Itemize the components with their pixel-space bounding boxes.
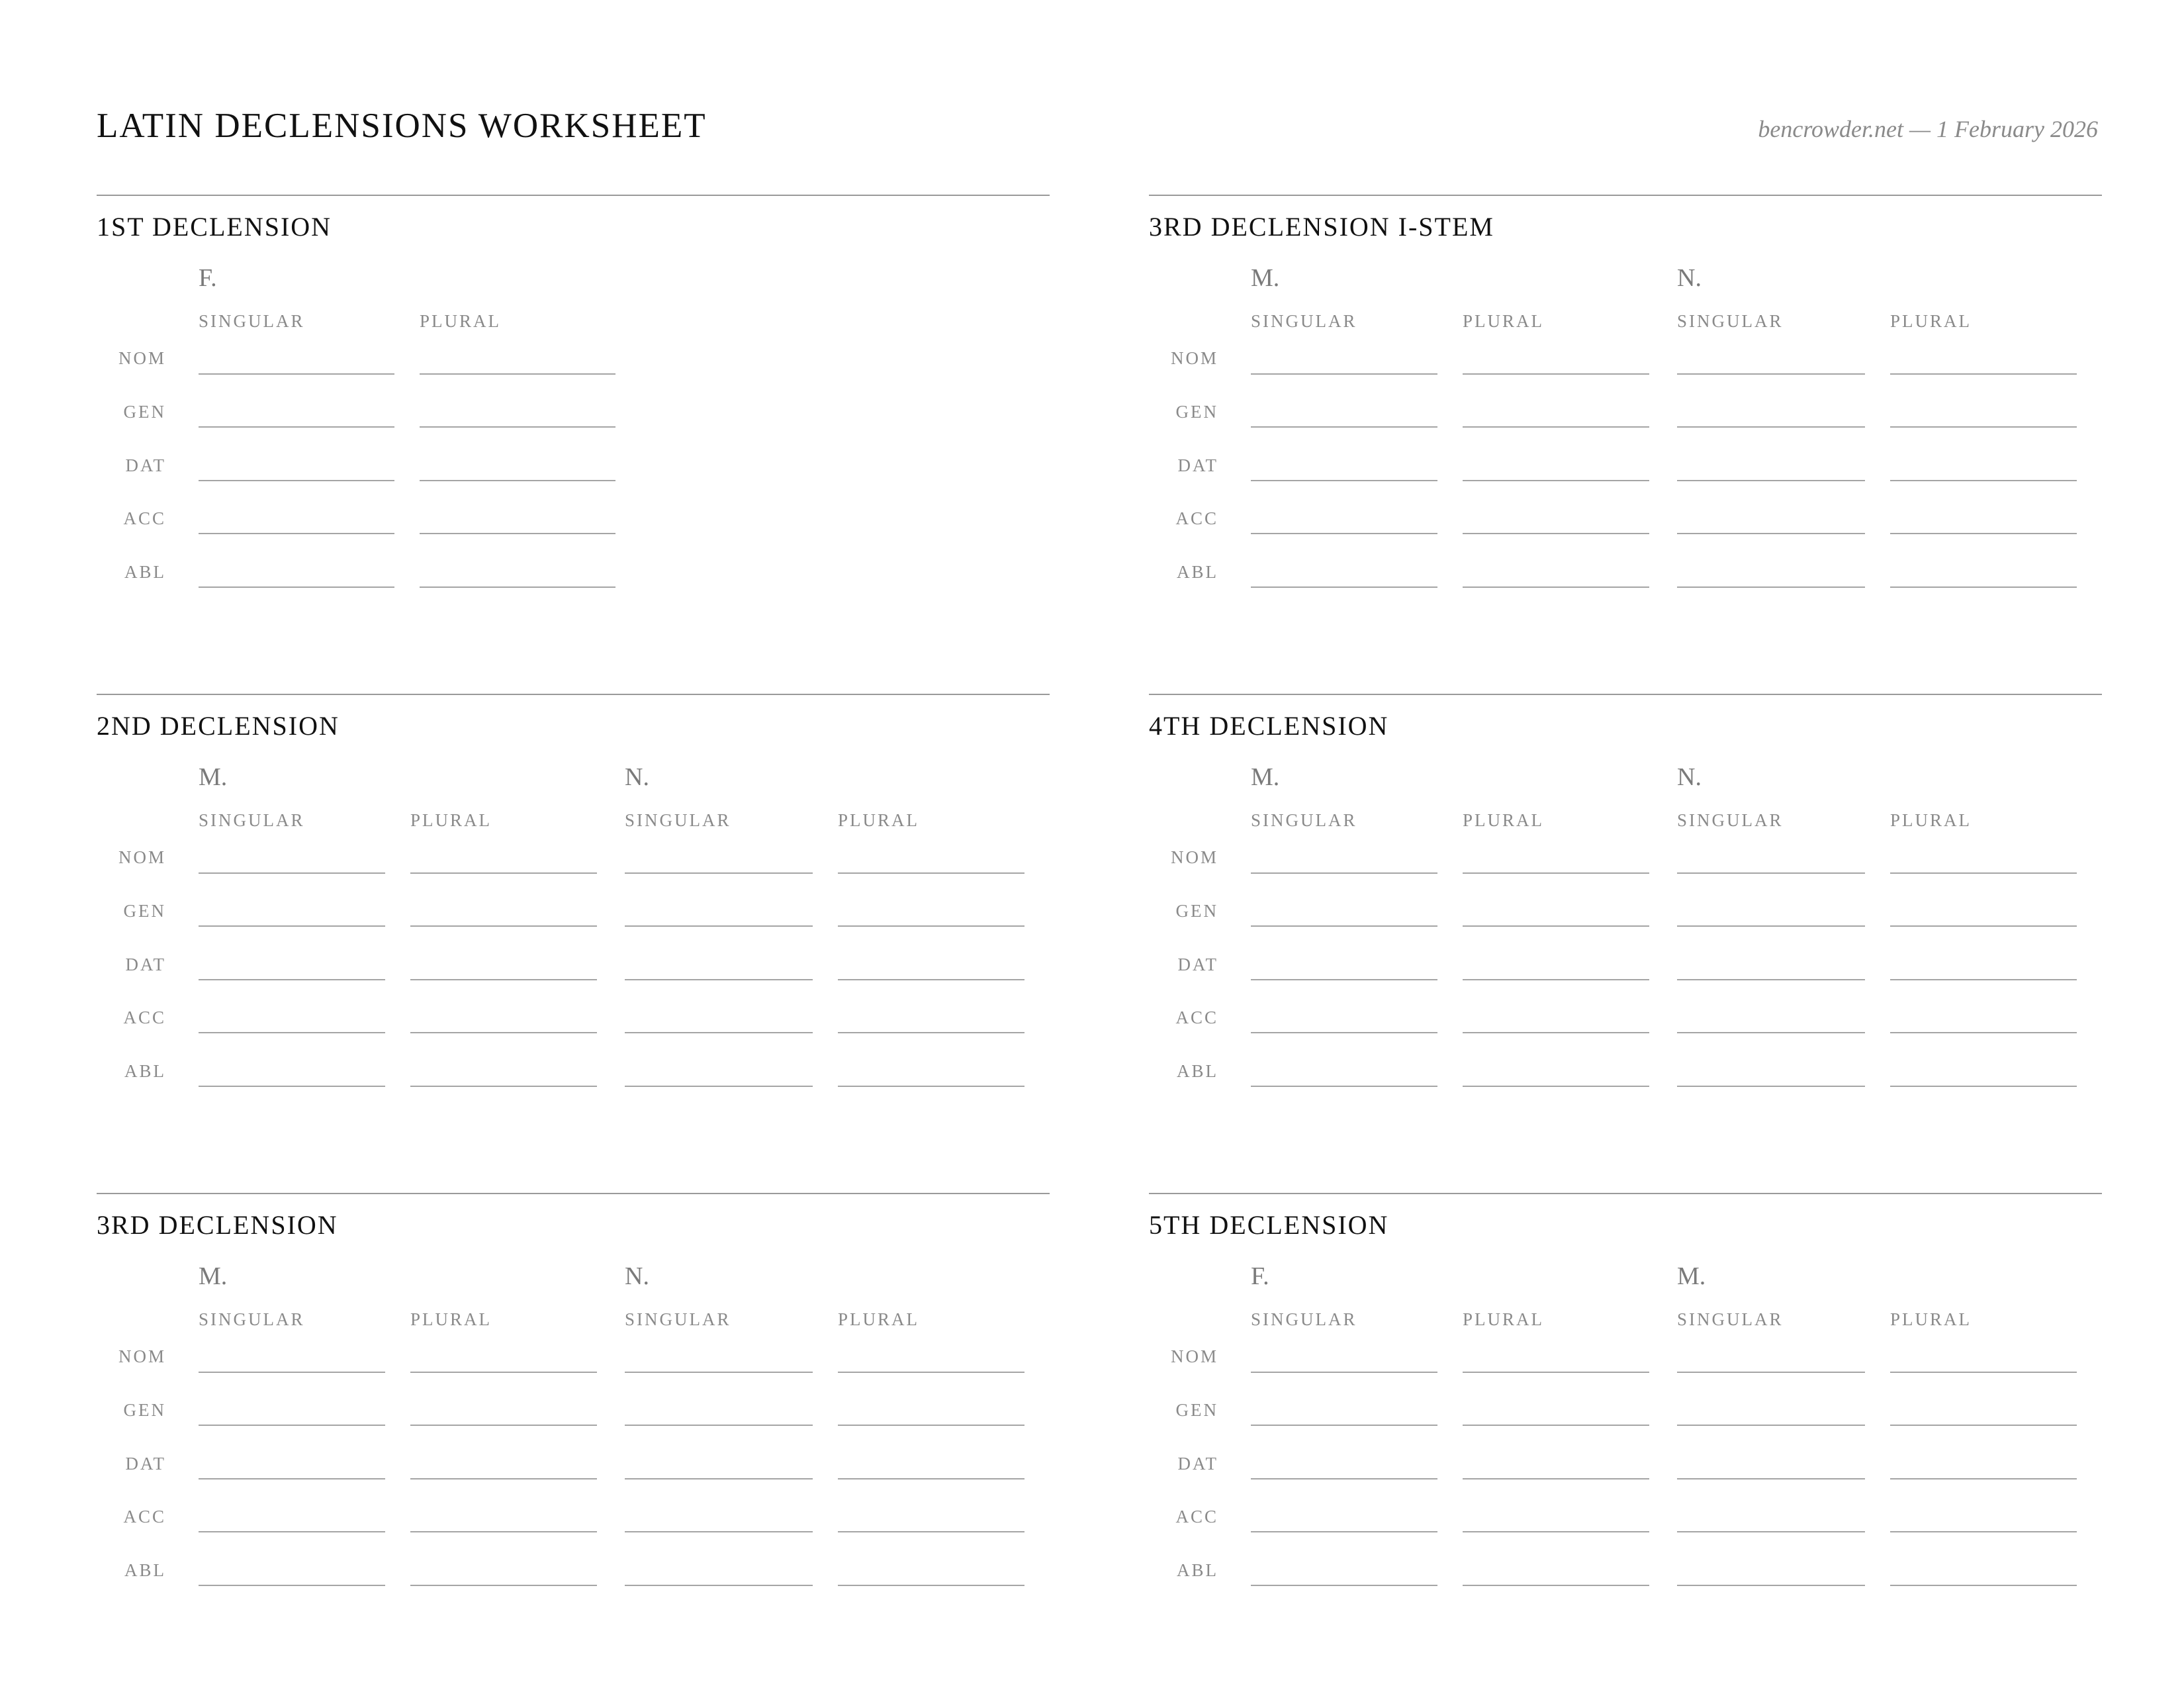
answer-blank-acc[interactable] (625, 1531, 813, 1532)
answer-blank-gen[interactable] (1677, 925, 1865, 927)
answer-blank-abl[interactable] (838, 1585, 1024, 1586)
column-header-plural: PLURAL (410, 810, 492, 830)
column-header-plural: PLURAL (1463, 1309, 1545, 1329)
section-divider (97, 195, 1050, 196)
answer-blank-acc[interactable] (1677, 1032, 1865, 1033)
column-header-singular: SINGULAR (1677, 1309, 1784, 1329)
case-label-nom: NOM (118, 1346, 166, 1366)
answer-blank-gen[interactable] (410, 1425, 597, 1426)
case-label-nom: NOM (118, 847, 166, 867)
answer-blank-acc[interactable] (410, 1032, 597, 1033)
answer-blank-acc[interactable] (1890, 1032, 2077, 1033)
case-label-dat: DAT (1177, 1454, 1218, 1474)
answer-blank-nom[interactable] (625, 1372, 813, 1373)
column-header-singular: SINGULAR (199, 810, 305, 830)
column-header-plural: PLURAL (838, 1309, 920, 1329)
case-label-abl: ABL (124, 1061, 166, 1081)
answer-blank-nom[interactable] (625, 872, 813, 874)
answer-blank-abl[interactable] (1251, 1585, 1437, 1586)
column-header-singular: SINGULAR (1677, 810, 1784, 830)
column-header-plural: PLURAL (1890, 1309, 1972, 1329)
answer-blank-acc[interactable] (1251, 533, 1437, 534)
gender-label: M. (199, 1262, 228, 1290)
answer-blank-abl[interactable] (1677, 1086, 1865, 1087)
section-divider (97, 694, 1050, 695)
answer-blank-dat[interactable] (1890, 480, 2077, 481)
gender-label: M. (199, 763, 228, 791)
case-label-gen: GEN (1175, 1400, 1218, 1420)
section-fifth (1149, 1193, 2102, 1617)
case-label-gen: GEN (1175, 901, 1218, 921)
case-label-dat: DAT (125, 955, 166, 974)
answer-blank-nom[interactable] (410, 1372, 597, 1373)
answer-blank-nom[interactable] (1463, 872, 1649, 874)
answer-blank-acc[interactable] (625, 1032, 813, 1033)
answer-blank-nom[interactable] (838, 1372, 1024, 1373)
answer-blank-acc[interactable] (1463, 533, 1649, 534)
case-label-gen: GEN (123, 1400, 166, 1420)
column-header-singular: SINGULAR (1251, 810, 1357, 830)
answer-blank-dat[interactable] (1677, 979, 1865, 980)
answer-blank-abl[interactable] (625, 1086, 813, 1087)
column-header-singular: SINGULAR (625, 810, 731, 830)
answer-blank-abl[interactable] (410, 1585, 597, 1586)
gender-label: F. (1251, 1262, 1269, 1290)
case-label-dat: DAT (125, 1454, 166, 1474)
gender-label: F. (199, 264, 217, 292)
answer-blank-dat[interactable] (1251, 1478, 1437, 1479)
column-header-plural: PLURAL (838, 810, 920, 830)
answer-blank-abl[interactable] (420, 586, 615, 588)
answer-blank-abl[interactable] (1890, 586, 2077, 588)
answer-blank-gen[interactable] (838, 925, 1024, 927)
answer-blank-nom[interactable] (199, 1372, 385, 1373)
gender-label: N. (625, 763, 649, 791)
column-header-plural: PLURAL (420, 311, 502, 331)
section-title: 5TH DECLENSION (1149, 1210, 1389, 1240)
case-label-acc: ACC (123, 1507, 166, 1526)
answer-blank-dat[interactable] (838, 1478, 1024, 1479)
answer-blank-gen[interactable] (1251, 1425, 1437, 1426)
page-title: LATIN DECLENSIONS WORKSHEET (97, 107, 707, 145)
case-label-abl: ABL (1177, 1061, 1218, 1081)
case-label-nom: NOM (1170, 847, 1218, 867)
gender-label: N. (1677, 264, 1702, 292)
answer-blank-abl[interactable] (1890, 1086, 2077, 1087)
answer-blank-dat[interactable] (1251, 979, 1437, 980)
answer-blank-gen[interactable] (1890, 925, 2077, 927)
case-label-gen: GEN (123, 901, 166, 921)
answer-blank-gen[interactable] (1251, 925, 1437, 927)
column-header-plural: PLURAL (410, 1309, 492, 1329)
answer-blank-abl[interactable] (1890, 1585, 2077, 1586)
gender-label: N. (625, 1262, 649, 1290)
answer-blank-nom[interactable] (1890, 373, 2077, 375)
answer-blank-gen[interactable] (1251, 426, 1437, 428)
answer-blank-nom[interactable] (1677, 1372, 1865, 1373)
column-header-singular: SINGULAR (625, 1309, 731, 1329)
section-title: 4TH DECLENSION (1149, 711, 1389, 741)
column-header-singular: SINGULAR (199, 311, 305, 331)
answer-blank-dat[interactable] (420, 480, 615, 481)
answer-blank-gen[interactable] (199, 426, 394, 428)
section-first (97, 195, 1050, 618)
answer-blank-nom[interactable] (410, 872, 597, 874)
section-title: 3RD DECLENSION (97, 1210, 338, 1240)
case-label-abl: ABL (124, 1560, 166, 1580)
answer-blank-gen[interactable] (420, 426, 615, 428)
answer-blank-dat[interactable] (1890, 1478, 2077, 1479)
answer-blank-nom[interactable] (1463, 373, 1649, 375)
case-label-abl: ABL (1177, 1560, 1218, 1580)
case-label-acc: ACC (123, 1008, 166, 1027)
answer-blank-dat[interactable] (410, 1478, 597, 1479)
column-header-plural: PLURAL (1890, 810, 1972, 830)
answer-blank-nom[interactable] (1463, 1372, 1649, 1373)
answer-blank-acc[interactable] (1677, 1531, 1865, 1532)
answer-blank-dat[interactable] (410, 979, 597, 980)
answer-blank-dat[interactable] (1463, 480, 1649, 481)
section-fourth (1149, 694, 2102, 1117)
answer-blank-nom[interactable] (1677, 373, 1865, 375)
case-label-acc: ACC (123, 508, 166, 528)
section-title: 3RD DECLENSION I-STEM (1149, 212, 1494, 242)
answer-blank-acc[interactable] (410, 1531, 597, 1532)
answer-blank-acc[interactable] (420, 533, 615, 534)
answer-blank-dat[interactable] (1251, 480, 1437, 481)
section-divider (97, 1193, 1050, 1194)
answer-blank-dat[interactable] (1463, 979, 1649, 980)
answer-blank-nom[interactable] (1251, 1372, 1437, 1373)
answer-blank-dat[interactable] (625, 1478, 813, 1479)
section-third (97, 1193, 1050, 1617)
section-divider (1149, 195, 2102, 196)
answer-blank-gen[interactable] (1890, 426, 2077, 428)
answer-blank-gen[interactable] (199, 1425, 385, 1426)
column-header-singular: SINGULAR (1677, 311, 1784, 331)
answer-blank-acc[interactable] (199, 1032, 385, 1033)
answer-blank-abl[interactable] (1463, 1086, 1649, 1087)
case-label-acc: ACC (1175, 1507, 1218, 1526)
answer-blank-acc[interactable] (838, 1032, 1024, 1033)
answer-blank-nom[interactable] (1677, 872, 1865, 874)
answer-blank-dat[interactable] (838, 979, 1024, 980)
answer-blank-abl[interactable] (199, 1086, 385, 1087)
case-label-abl: ABL (1177, 562, 1218, 582)
answer-blank-gen[interactable] (1463, 925, 1649, 927)
answer-blank-acc[interactable] (199, 533, 394, 534)
answer-blank-abl[interactable] (199, 586, 394, 588)
column-header-singular: SINGULAR (1251, 1309, 1357, 1329)
answer-blank-gen[interactable] (199, 925, 385, 927)
page-meta: bencrowder.net — 1 February 2026 (1758, 116, 2098, 142)
section-title: 1ST DECLENSION (97, 212, 332, 242)
answer-blank-nom[interactable] (1890, 1372, 2077, 1373)
case-label-abl: ABL (124, 562, 166, 582)
answer-blank-acc[interactable] (1251, 1531, 1437, 1532)
answer-blank-gen[interactable] (838, 1425, 1024, 1426)
case-label-gen: GEN (123, 402, 166, 422)
column-header-plural: PLURAL (1463, 810, 1545, 830)
case-label-acc: ACC (1175, 1008, 1218, 1027)
case-label-gen: GEN (1175, 402, 1218, 422)
section-third-istem (1149, 195, 2102, 618)
case-label-dat: DAT (125, 455, 166, 475)
answer-blank-nom[interactable] (838, 872, 1024, 874)
case-label-nom: NOM (118, 348, 166, 368)
answer-blank-dat[interactable] (1677, 480, 1865, 481)
section-second (97, 694, 1050, 1117)
answer-blank-abl[interactable] (1677, 1585, 1865, 1586)
answer-blank-dat[interactable] (199, 979, 385, 980)
gender-label: M. (1677, 1262, 1706, 1290)
answer-blank-gen[interactable] (625, 925, 813, 927)
section-divider (1149, 1193, 2102, 1194)
answer-blank-acc[interactable] (199, 1531, 385, 1532)
answer-blank-abl[interactable] (1251, 586, 1437, 588)
answer-blank-gen[interactable] (1677, 426, 1865, 428)
section-title: 2ND DECLENSION (97, 711, 340, 741)
gender-label: M. (1251, 264, 1280, 292)
answer-blank-abl[interactable] (199, 1585, 385, 1586)
answer-blank-abl[interactable] (1463, 1585, 1649, 1586)
answer-blank-nom[interactable] (1890, 872, 2077, 874)
column-header-plural: PLURAL (1463, 311, 1545, 331)
answer-blank-dat[interactable] (1677, 1478, 1865, 1479)
answer-blank-dat[interactable] (199, 1478, 385, 1479)
answer-blank-abl[interactable] (625, 1585, 813, 1586)
column-header-plural: PLURAL (1890, 311, 1972, 331)
answer-blank-abl[interactable] (838, 1086, 1024, 1087)
section-divider (1149, 694, 2102, 695)
answer-blank-abl[interactable] (1251, 1086, 1437, 1087)
answer-blank-acc[interactable] (1677, 533, 1865, 534)
answer-blank-gen[interactable] (1677, 1425, 1865, 1426)
gender-label: N. (1677, 763, 1702, 791)
answer-blank-gen[interactable] (410, 925, 597, 927)
gender-label: M. (1251, 763, 1280, 791)
answer-blank-nom[interactable] (1251, 373, 1437, 375)
answer-blank-acc[interactable] (1463, 1531, 1649, 1532)
case-label-dat: DAT (1177, 455, 1218, 475)
answer-blank-dat[interactable] (625, 979, 813, 980)
answer-blank-abl[interactable] (410, 1086, 597, 1087)
answer-blank-abl[interactable] (1463, 586, 1649, 588)
column-header-singular: SINGULAR (1251, 311, 1357, 331)
column-header-singular: SINGULAR (199, 1309, 305, 1329)
case-label-nom: NOM (1170, 1346, 1218, 1366)
answer-blank-nom[interactable] (1251, 872, 1437, 874)
answer-blank-dat[interactable] (1890, 979, 2077, 980)
answer-blank-gen[interactable] (1463, 426, 1649, 428)
answer-blank-gen[interactable] (1890, 1425, 2077, 1426)
answer-blank-dat[interactable] (1463, 1478, 1649, 1479)
answer-blank-dat[interactable] (199, 480, 394, 481)
case-label-dat: DAT (1177, 955, 1218, 974)
answer-blank-acc[interactable] (1463, 1032, 1649, 1033)
answer-blank-gen[interactable] (625, 1425, 813, 1426)
answer-blank-abl[interactable] (1677, 586, 1865, 588)
answer-blank-nom[interactable] (199, 373, 394, 375)
answer-blank-acc[interactable] (1890, 533, 2077, 534)
answer-blank-acc[interactable] (1890, 1531, 2077, 1532)
answer-blank-nom[interactable] (199, 872, 385, 874)
answer-blank-acc[interactable] (838, 1531, 1024, 1532)
answer-blank-acc[interactable] (1251, 1032, 1437, 1033)
case-label-nom: NOM (1170, 348, 1218, 368)
answer-blank-gen[interactable] (1463, 1425, 1649, 1426)
case-label-acc: ACC (1175, 508, 1218, 528)
answer-blank-nom[interactable] (420, 373, 615, 375)
